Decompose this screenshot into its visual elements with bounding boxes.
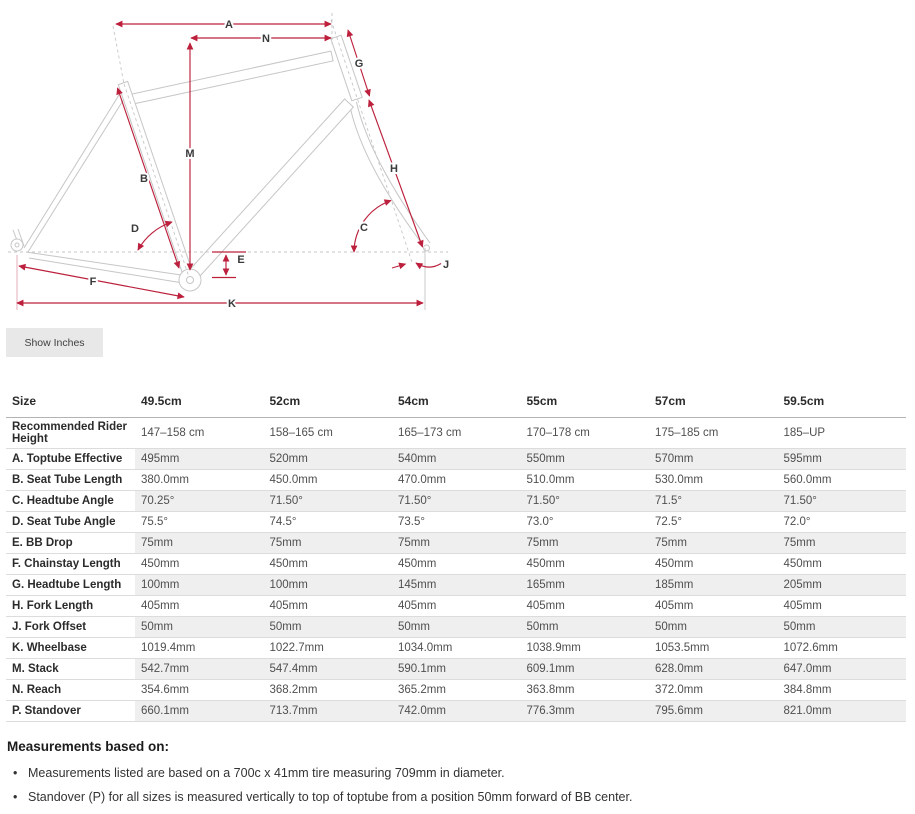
dim-label-f: F [89,276,97,288]
row-label: H. Fork Length [6,596,135,617]
cell-value: 547.4mm [264,659,393,680]
cell-value: 450mm [264,554,393,575]
cell-value: 50mm [778,617,907,638]
column-header: 52cm [264,388,393,418]
cell-value: 450mm [392,554,521,575]
geometry-table-body [6,418,906,722]
dim-label-c: C [360,222,368,234]
cell-value: 75mm [521,533,650,554]
row-label: B. Seat Tube Length [6,470,135,491]
row-label: K. Wheelbase [6,638,135,659]
cell-value: 384.8mm [778,680,907,701]
table-row [6,596,906,617]
cell-value: 363.8mm [521,680,650,701]
cell-value: 628.0mm [649,659,778,680]
dim-label-n: N [262,33,270,45]
cell-value: 1038.9mm [521,638,650,659]
cell-value: 73.5° [392,512,521,533]
cell-value: 147–158 cm [135,418,264,449]
cell-value: 185–UP [778,418,907,449]
table-row [6,680,906,701]
measurement-notes [7,739,909,814]
cell-value: 354.6mm [135,680,264,701]
dim-label-g: G [354,58,364,70]
cell-value: 71.50° [392,491,521,512]
column-header: 54cm [392,388,521,418]
table-row [6,418,906,449]
row-label: E. BB Drop [6,533,135,554]
cell-value: 405mm [135,596,264,617]
cell-value: 75mm [135,533,264,554]
table-row [6,617,906,638]
cell-value: 450mm [649,554,778,575]
cell-value: 380.0mm [135,470,264,491]
cell-value: 70.25° [135,491,264,512]
table-row [6,638,906,659]
cell-value: 185mm [649,575,778,596]
cell-value: 72.0° [778,512,907,533]
cell-value: 71.50° [778,491,907,512]
table-row [6,659,906,680]
cell-value: 50mm [521,617,650,638]
dim-label-d: D [131,223,139,235]
cell-value: 540mm [392,449,521,470]
cell-value: 75mm [264,533,393,554]
cell-value: 405mm [264,596,393,617]
geometry-table-header [6,388,906,418]
cell-value: 405mm [392,596,521,617]
note-item: • Measurements listed are based on a 700c x 41mm tire measuring 709mm in diameter. [7,766,909,780]
cell-value: 74.5° [264,512,393,533]
row-label: G. Headtube Length [6,575,135,596]
cell-value: 165mm [521,575,650,596]
table-row [6,533,906,554]
cell-value: 609.1mm [521,659,650,680]
cell-value: 1072.6mm [778,638,907,659]
cell-value: 647.0mm [778,659,907,680]
bike-frame-svg [0,0,460,316]
cell-value: 165–173 cm [392,418,521,449]
column-header: 49.5cm [135,388,264,418]
cell-value: 365.2mm [392,680,521,701]
dim-label-h: H [390,163,398,175]
cell-value: 100mm [135,575,264,596]
header-row [6,388,906,418]
cell-value: 660.1mm [135,701,264,722]
cell-value: 50mm [135,617,264,638]
cell-value: 100mm [264,575,393,596]
cell-value: 75mm [392,533,521,554]
table-row [6,575,906,596]
cell-value: 71.5° [649,491,778,512]
table-row [6,512,906,533]
column-header: Size [6,388,135,418]
frame-tubes [11,35,430,291]
cell-value: 405mm [649,596,778,617]
note-item: • Standover (P) for all sizes is measured vertically to top of toptube from a position 50mm forward of BB center. [7,790,909,804]
row-label: D. Seat Tube Angle [6,512,135,533]
row-label: P. Standover [6,701,135,722]
cell-value: 145mm [392,575,521,596]
row-label: C. Headtube Angle [6,491,135,512]
notes-list [7,766,909,804]
cell-value: 72.5° [649,512,778,533]
table-row [6,701,906,722]
dim-label-e: E [237,254,245,266]
cell-value: 75mm [778,533,907,554]
table-row [6,449,906,470]
cell-value: 1053.5mm [649,638,778,659]
row-label: N. Reach [6,680,135,701]
dim-label-a: A [225,19,233,31]
cell-value: 75.5° [135,512,264,533]
cell-value: 170–178 cm [521,418,650,449]
cell-value: 158–165 cm [264,418,393,449]
cell-value: 821.0mm [778,701,907,722]
cell-value: 71.50° [521,491,650,512]
cell-value: 450mm [521,554,650,575]
show-inches-button[interactable]: Show Inches [6,328,103,357]
row-label: Recommended Rider Height [6,418,135,449]
row-label: F. Chainstay Length [6,554,135,575]
geometry-table [6,388,906,722]
cell-value: 795.6mm [649,701,778,722]
cell-value: 405mm [521,596,650,617]
cell-value: 372.0mm [649,680,778,701]
table-row [6,470,906,491]
cell-value: 175–185 cm [649,418,778,449]
cell-value: 50mm [392,617,521,638]
cell-value: 405mm [778,596,907,617]
cell-value: 470.0mm [392,470,521,491]
cell-value: 1034.0mm [392,638,521,659]
table-row [6,491,906,512]
notes-heading: Measurements based on: [7,739,170,754]
cell-value: 450mm [778,554,907,575]
cell-value: 595mm [778,449,907,470]
cell-value: 205mm [778,575,907,596]
cell-value: 75mm [649,533,778,554]
cell-value: 368.2mm [264,680,393,701]
cell-value: 450.0mm [264,470,393,491]
cell-value: 450mm [135,554,264,575]
cell-value: 590.1mm [392,659,521,680]
cell-value: 50mm [264,617,393,638]
cell-value: 73.0° [521,512,650,533]
frame-stays-fork [13,95,430,283]
row-label: J. Fork Offset [6,617,135,638]
cell-value: 71.50° [264,491,393,512]
column-header: 55cm [521,388,650,418]
dim-label-j: J [442,259,450,271]
cell-value: 713.7mm [264,701,393,722]
cell-value: 776.3mm [521,701,650,722]
table-row [6,554,906,575]
dimension-arrows [17,24,441,303]
frame-geometry-diagram [0,0,460,316]
cell-value: 50mm [649,617,778,638]
cell-value: 520mm [264,449,393,470]
cell-value: 570mm [649,449,778,470]
cell-value: 1022.7mm [264,638,393,659]
cell-value: 495mm [135,449,264,470]
cell-value: 1019.4mm [135,638,264,659]
cell-value: 550mm [521,449,650,470]
dim-label-m: M [185,148,195,160]
cell-value: 542.7mm [135,659,264,680]
cell-value: 742.0mm [392,701,521,722]
row-label: M. Stack [6,659,135,680]
cell-value: 530.0mm [649,470,778,491]
row-label: A. Toptube Effective [6,449,135,470]
column-header: 57cm [649,388,778,418]
dim-label-b: B [140,173,148,185]
column-header: 59.5cm [778,388,907,418]
cell-value: 510.0mm [521,470,650,491]
cell-value: 560.0mm [778,470,907,491]
dim-label-k: K [228,298,236,310]
